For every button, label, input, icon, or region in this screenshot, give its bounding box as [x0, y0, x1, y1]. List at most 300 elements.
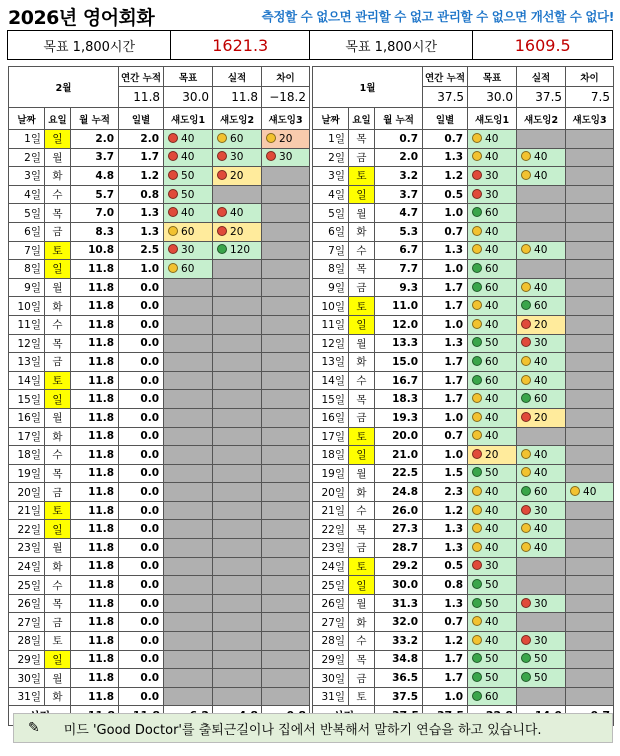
table-row: [313, 501, 614, 520]
daily-cell: 0.0: [119, 483, 164, 502]
shadowing-value: 60: [485, 281, 499, 294]
shadowing3-empty-cell: [262, 446, 310, 465]
shadowing3-empty-cell: [262, 390, 310, 409]
date-cell: 16일: [9, 408, 45, 427]
status-dot-icon: [168, 263, 178, 273]
table-row: [313, 371, 614, 390]
shadowing2-cell: [517, 148, 566, 167]
table-row: [9, 464, 310, 483]
daily-cell: 1.7: [423, 278, 468, 297]
table-row: [9, 241, 310, 260]
shadowing2-cell: [213, 222, 262, 241]
date-cell: 19일: [9, 464, 45, 483]
shadowing2-empty-cell: [213, 520, 262, 539]
month-cum-cell: 11.8: [71, 297, 119, 316]
table-row: [9, 408, 310, 427]
status-dot-icon: [472, 430, 482, 440]
actual-label: 실적: [213, 67, 262, 87]
date-cell: 26일: [9, 594, 45, 613]
shadowing-value: 40: [485, 634, 499, 647]
shadowing2-empty-cell: [213, 632, 262, 651]
date-cell: 2일: [313, 148, 349, 167]
shadowing-value: 30: [485, 188, 499, 201]
shadowing-value: 60: [534, 300, 548, 313]
dow-cell: 수: [45, 576, 71, 595]
table-row: [9, 278, 310, 297]
shadowing-value: 30: [534, 634, 548, 647]
shadowing2-cell: [213, 148, 262, 167]
status-dot-icon: [521, 449, 531, 459]
status-dot-icon: [472, 505, 482, 515]
shadowing2-empty-cell: [517, 557, 566, 576]
status-dot-icon: [521, 375, 531, 385]
status-dot-icon: [472, 151, 482, 161]
shadowing-value: 40: [534, 281, 548, 294]
shadowing3-empty-cell: [566, 260, 614, 279]
shadowing-value: 40: [485, 151, 499, 164]
shadowing3-empty-cell: [566, 204, 614, 223]
shadowing-value: 60: [485, 374, 499, 387]
dow-cell: 금: [45, 222, 71, 241]
status-dot-icon: [521, 244, 531, 254]
status-dot-icon: [570, 486, 580, 496]
date-cell: 8일: [9, 260, 45, 279]
dow-cell: 일: [45, 260, 71, 279]
month-label: 2월: [9, 67, 119, 108]
shadowing3-empty-cell: [262, 501, 310, 520]
daily-cell: 0.7: [423, 427, 468, 446]
annual-cum-value: 11.8: [119, 87, 164, 108]
shadowing1-cell: [468, 650, 517, 669]
shadowing-value: 40: [485, 486, 499, 499]
shadowing3-empty-cell: [262, 334, 310, 353]
date-cell: 20일: [9, 483, 45, 502]
date-cell: 3일: [313, 167, 349, 186]
table-row: [9, 576, 310, 595]
dow-cell: 화: [45, 167, 71, 186]
table-row: [9, 353, 310, 372]
month-cum-cell: 3.7: [71, 148, 119, 167]
date-cell: 29일: [9, 650, 45, 669]
shadowing-value: 40: [534, 467, 548, 480]
date-cell: 28일: [313, 632, 349, 651]
daily-cell: 1.7: [423, 371, 468, 390]
shadowing3-cell: [566, 483, 614, 502]
shadowing3-empty-cell: [566, 353, 614, 372]
shadowing1-cell: [468, 427, 517, 446]
table-row: [9, 185, 310, 204]
month-cum-cell: 21.0: [375, 446, 423, 465]
shadowing2-empty-cell: [517, 185, 566, 204]
table-row: [9, 669, 310, 688]
month-cum-cell: 11.8: [71, 501, 119, 520]
shadowing-value: 40: [485, 318, 499, 331]
status-dot-icon: [472, 412, 482, 422]
status-dot-icon: [521, 467, 531, 477]
daily-cell: 0.0: [119, 464, 164, 483]
table-row: [9, 539, 310, 558]
month-cum-cell: 9.3: [375, 278, 423, 297]
shadowing1-cell: [468, 297, 517, 316]
month-cum-cell: 29.2: [375, 557, 423, 576]
shadowing1-cell: [164, 130, 213, 149]
status-dot-icon: [521, 300, 531, 310]
shadowing3-header: 섀도잉3: [566, 108, 614, 130]
shadowing1-empty-cell: [164, 278, 213, 297]
shadowing-value: 50: [181, 169, 195, 182]
shadowing1-cell: [164, 260, 213, 279]
dow-header: 요일: [45, 108, 71, 130]
dow-cell: 화: [349, 353, 375, 372]
shadowing3-empty-cell: [262, 353, 310, 372]
shadowing2-empty-cell: [213, 371, 262, 390]
shadowing2-empty-cell: [517, 613, 566, 632]
dow-cell: 토: [45, 501, 71, 520]
daily-cell: 0.0: [119, 539, 164, 558]
dow-cell: 일: [349, 446, 375, 465]
dow-cell: 화: [349, 483, 375, 502]
shadowing-value: 40: [534, 355, 548, 368]
shadowing1-empty-cell: [164, 650, 213, 669]
status-dot-icon: [472, 560, 482, 570]
date-cell: 1일: [313, 130, 349, 149]
table-row: [9, 427, 310, 446]
shadowing2-empty-cell: [213, 650, 262, 669]
daily-header: 일별: [423, 108, 468, 130]
month-cum-cell: 11.8: [71, 613, 119, 632]
shadowing-value: 60: [534, 393, 548, 406]
shadowing3-empty-cell: [566, 297, 614, 316]
shadowing3-empty-cell: [262, 594, 310, 613]
actual-value: 37.5: [517, 87, 566, 108]
dow-cell: 수: [45, 315, 71, 334]
table-row: [9, 371, 310, 390]
daily-header: 일별: [119, 108, 164, 130]
shadowing-value: 60: [181, 225, 195, 238]
dow-cell: 토: [45, 632, 71, 651]
date-cell: 9일: [9, 278, 45, 297]
daily-cell: 0.0: [119, 334, 164, 353]
shadowing2-cell: [517, 632, 566, 651]
date-cell: 22일: [313, 520, 349, 539]
shadowing1-empty-cell: [164, 353, 213, 372]
table-row: [313, 669, 614, 688]
shadowing2-empty-cell: [213, 464, 262, 483]
status-dot-icon: [472, 244, 482, 254]
shadowing3-empty-cell: [262, 557, 310, 576]
table-row: [9, 557, 310, 576]
annual-cum-label: 연간 누적: [423, 67, 468, 87]
shadowing2-cell: [213, 167, 262, 186]
date-cell: 4일: [313, 185, 349, 204]
daily-cell: 1.7: [423, 669, 468, 688]
month-cum-cell: 11.8: [71, 390, 119, 409]
daily-cell: 0.5: [423, 185, 468, 204]
shadowing1-cell: [468, 483, 517, 502]
table-row: [313, 464, 614, 483]
shadowing3-empty-cell: [262, 464, 310, 483]
shadowing2-empty-cell: [213, 315, 262, 334]
status-dot-icon: [217, 151, 227, 161]
shadowing-value: 40: [485, 541, 499, 554]
table-row: [9, 315, 310, 334]
shadowing2-cell: [517, 520, 566, 539]
shadowing-value: 50: [485, 467, 499, 480]
shadowing1-cell: [164, 241, 213, 260]
shadowing-value: 30: [534, 597, 548, 610]
daily-cell: 0.0: [119, 669, 164, 688]
shadowing1-cell: [468, 446, 517, 465]
shadowing-value: 30: [181, 244, 195, 257]
status-dot-icon: [472, 467, 482, 477]
daily-cell: 1.0: [423, 408, 468, 427]
shadowing3-empty-cell: [262, 278, 310, 297]
table-row: [9, 501, 310, 520]
daily-cell: 0.8: [423, 576, 468, 595]
dow-cell: 목: [349, 130, 375, 149]
status-dot-icon: [472, 598, 482, 608]
table-row: [9, 148, 310, 167]
status-dot-icon: [521, 523, 531, 533]
table-row: [9, 297, 310, 316]
month-cum-cell: 5.7: [71, 185, 119, 204]
daily-cell: 0.7: [423, 222, 468, 241]
status-dot-icon: [168, 151, 178, 161]
table-row: [313, 483, 614, 502]
shadowing3-empty-cell: [262, 204, 310, 223]
status-dot-icon: [521, 393, 531, 403]
shadowing3-empty-cell: [566, 427, 614, 446]
shadowing2-empty-cell: [213, 297, 262, 316]
daily-cell: 1.3: [119, 222, 164, 241]
daily-cell: 0.0: [119, 408, 164, 427]
status-dot-icon: [521, 486, 531, 496]
shadowing2-header: 섀도잉2: [517, 108, 566, 130]
shadowing1-empty-cell: [164, 464, 213, 483]
table-row: [9, 130, 310, 149]
header: [0, 0, 620, 30]
status-dot-icon: [521, 672, 531, 682]
date-cell: 12일: [9, 334, 45, 353]
month-cum-cell: 2.0: [375, 148, 423, 167]
shadowing-value: 40: [485, 616, 499, 629]
status-dot-icon: [472, 542, 482, 552]
shadowing2-cell: [517, 446, 566, 465]
status-dot-icon: [168, 226, 178, 236]
month-cum-cell: 19.3: [375, 408, 423, 427]
annual-cum-value: 37.5: [423, 87, 468, 108]
dow-cell: 토: [45, 371, 71, 390]
table-row: [313, 260, 614, 279]
table-row: [313, 148, 614, 167]
shadowing2-empty-cell: [213, 613, 262, 632]
status-dot-icon: [521, 170, 531, 180]
dow-cell: 월: [45, 669, 71, 688]
shadowing2-empty-cell: [213, 260, 262, 279]
shadowing1-cell: [164, 148, 213, 167]
shadowing1-cell: [468, 464, 517, 483]
shadowing2-empty-cell: [213, 557, 262, 576]
table-row: [9, 167, 310, 186]
status-dot-icon: [168, 207, 178, 217]
daily-cell: 0.0: [119, 520, 164, 539]
shadowing-value: 30: [534, 504, 548, 517]
date-cell: 17일: [9, 427, 45, 446]
shadowing1-cell: [468, 669, 517, 688]
date-cell: 15일: [313, 390, 349, 409]
status-dot-icon: [521, 151, 531, 161]
shadowing-value: 60: [230, 132, 244, 145]
dow-cell: 수: [349, 632, 375, 651]
shadowing2-empty-cell: [213, 687, 262, 706]
date-cell: 21일: [9, 501, 45, 520]
dow-cell: 목: [349, 650, 375, 669]
shadowing2-empty-cell: [213, 483, 262, 502]
dow-cell: 토: [349, 427, 375, 446]
shadowing3-empty-cell: [262, 371, 310, 390]
shadowing3-empty-cell: [566, 613, 614, 632]
shadowing2-cell: [213, 204, 262, 223]
table-row: [313, 222, 614, 241]
shadowing2-cell: [517, 669, 566, 688]
date-cell: 24일: [313, 557, 349, 576]
daily-cell: 0.0: [119, 501, 164, 520]
table-row: [9, 204, 310, 223]
date-cell: 20일: [313, 483, 349, 502]
goal-value: 30.0: [468, 87, 517, 108]
month-table-jan: [312, 66, 614, 726]
status-dot-icon: [472, 170, 482, 180]
shadowing3-empty-cell: [566, 222, 614, 241]
shadowing2-empty-cell: [213, 501, 262, 520]
shadowing-value: 50: [485, 672, 499, 685]
diff-value: −18.2: [262, 87, 310, 108]
shadowing1-cell: [468, 576, 517, 595]
month-cum-cell: 11.8: [71, 520, 119, 539]
date-cell: 11일: [313, 315, 349, 334]
dow-cell: 토: [45, 241, 71, 260]
month-cum-cell: 7.7: [375, 260, 423, 279]
date-header: 날짜: [313, 108, 349, 130]
shadowing-value: 50: [534, 653, 548, 666]
daily-cell: 1.7: [119, 148, 164, 167]
shadowing3-empty-cell: [262, 427, 310, 446]
month-cum-cell: 36.5: [375, 669, 423, 688]
table-row: [313, 520, 614, 539]
shadowing3-empty-cell: [262, 185, 310, 204]
shadowing2-cell: [517, 408, 566, 427]
month-cum-cell: 34.8: [375, 650, 423, 669]
shadowing-value: 40: [534, 151, 548, 164]
annual-cum-label: 연간 누적: [119, 67, 164, 87]
shadowing3-empty-cell: [566, 632, 614, 651]
date-cell: 10일: [313, 297, 349, 316]
daily-cell: 1.0: [119, 260, 164, 279]
table-row: [313, 408, 614, 427]
table-row: [313, 167, 614, 186]
date-cell: 18일: [9, 446, 45, 465]
month-cum-cell: 6.7: [375, 241, 423, 260]
shadowing3-empty-cell: [566, 669, 614, 688]
shadowing-value: 120: [230, 244, 251, 257]
month-cum-cell: 26.0: [375, 501, 423, 520]
date-cell: 4일: [9, 185, 45, 204]
date-cell: 11일: [9, 315, 45, 334]
shadowing2-empty-cell: [213, 353, 262, 372]
shadowing1-cell: [468, 632, 517, 651]
shadowing3-empty-cell: [566, 650, 614, 669]
daily-cell: 0.0: [119, 613, 164, 632]
shadowing3-empty-cell: [566, 371, 614, 390]
status-dot-icon: [472, 449, 482, 459]
status-dot-icon: [168, 133, 178, 143]
month-cum-cell: 15.0: [375, 353, 423, 372]
shadowing2-empty-cell: [213, 669, 262, 688]
month-cum-cell: 11.8: [71, 576, 119, 595]
table-row: [313, 334, 614, 353]
shadowing1-cell: [468, 278, 517, 297]
dow-cell: 화: [45, 427, 71, 446]
dow-cell: 금: [45, 613, 71, 632]
date-cell: 19일: [313, 464, 349, 483]
shadowing-value: 40: [485, 411, 499, 424]
dow-cell: 일: [45, 390, 71, 409]
shadowing2-cell: [517, 278, 566, 297]
table-row: [313, 446, 614, 465]
shadowing2-empty-cell: [213, 334, 262, 353]
shadowing2-empty-cell: [517, 687, 566, 706]
motto: 측정할 수 없으면 관리할 수 없고 관리할 수 없으면 개선할 수 없다!: [261, 9, 614, 24]
date-cell: 1일: [9, 130, 45, 149]
status-dot-icon: [521, 542, 531, 552]
shadowing1-cell: [468, 501, 517, 520]
shadowing1-empty-cell: [164, 315, 213, 334]
dow-cell: 목: [349, 520, 375, 539]
shadowing1-empty-cell: [164, 594, 213, 613]
dow-cell: 금: [349, 148, 375, 167]
shadowing3-empty-cell: [262, 260, 310, 279]
status-dot-icon: [472, 263, 482, 273]
shadowing-value: 60: [181, 262, 195, 275]
dow-cell: 목: [45, 594, 71, 613]
month-cum-cell: 3.2: [375, 167, 423, 186]
shadowing2-cell: [213, 241, 262, 260]
date-cell: 14일: [9, 371, 45, 390]
table-row: [313, 632, 614, 651]
date-cell: 28일: [9, 632, 45, 651]
date-cell: 24일: [9, 557, 45, 576]
table-row: [9, 613, 310, 632]
status-dot-icon: [521, 412, 531, 422]
daily-cell: 1.0: [423, 260, 468, 279]
shadowing3-cell: [262, 130, 310, 149]
date-cell: 25일: [313, 576, 349, 595]
dow-header: 요일: [349, 108, 375, 130]
table-row: [313, 557, 614, 576]
status-dot-icon: [472, 393, 482, 403]
daily-cell: 0.0: [119, 353, 164, 372]
status-dot-icon: [472, 189, 482, 199]
shadowing2-empty-cell: [213, 594, 262, 613]
shadowing1-cell: [164, 204, 213, 223]
shadowing3-empty-cell: [566, 539, 614, 558]
shadowing3-empty-cell: [566, 334, 614, 353]
shadowing-value: 20: [534, 411, 548, 424]
month-cum-cell: 30.0: [375, 576, 423, 595]
dow-cell: 화: [45, 297, 71, 316]
shadowing2-empty-cell: [213, 390, 262, 409]
shadowing1-cell: [468, 130, 517, 149]
